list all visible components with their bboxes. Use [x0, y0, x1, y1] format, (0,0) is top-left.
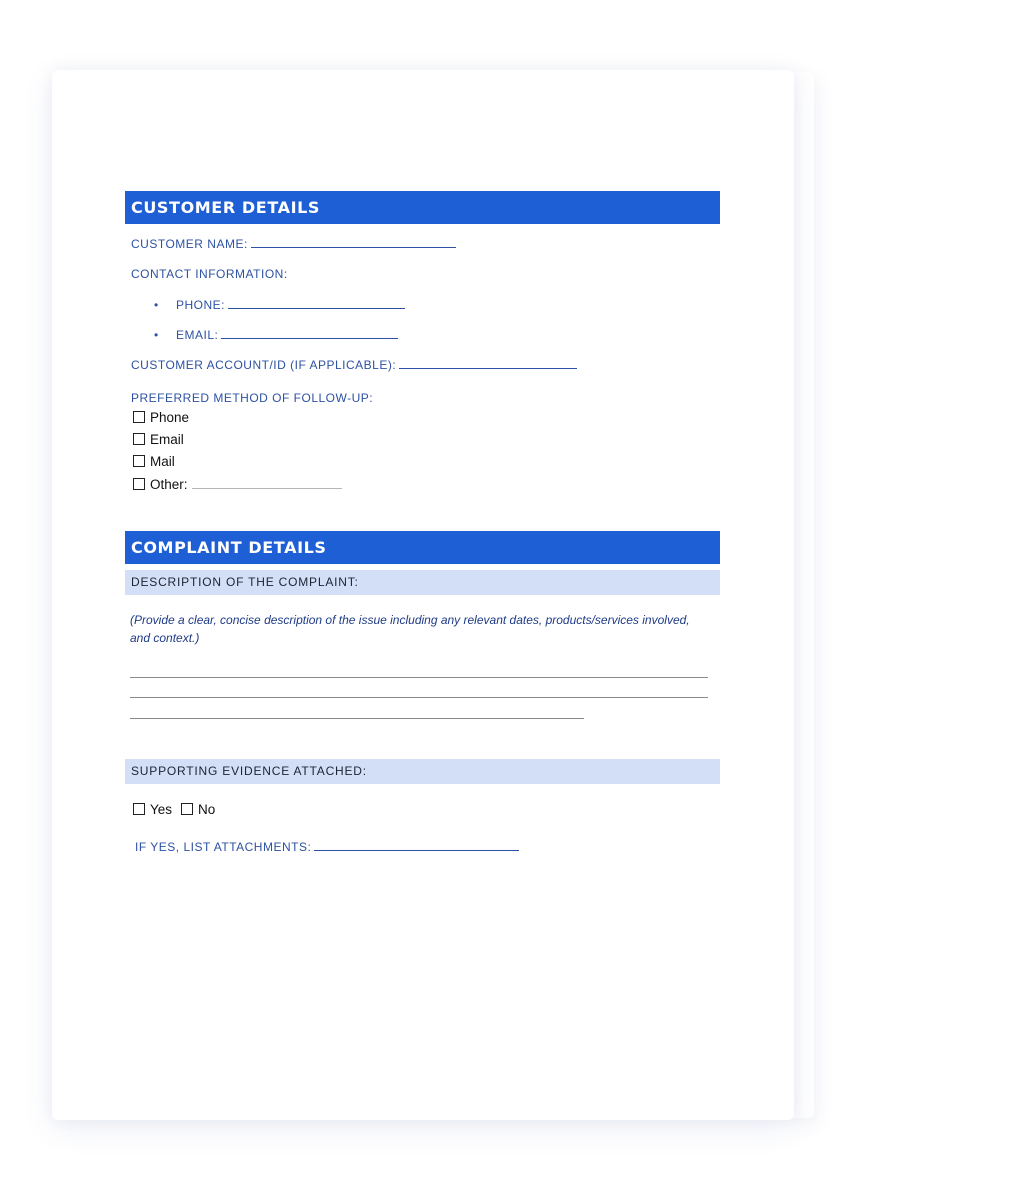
customer-details-heading: CUSTOMER DETAILS	[125, 191, 720, 224]
attachments-field[interactable]	[135, 840, 519, 854]
phone-field[interactable]	[176, 298, 405, 312]
followup-option-label: Email	[150, 432, 184, 447]
document-page	[52, 70, 794, 1120]
followup-label: PREFERRED METHOD OF FOLLOW-UP:	[131, 391, 374, 405]
customer-name-blank[interactable]	[251, 239, 456, 248]
email-blank[interactable]	[221, 330, 398, 339]
contact-information-label: CONTACT INFORMATION:	[131, 267, 288, 281]
empty-checkbox-icon[interactable]	[133, 478, 145, 490]
complaint-details-heading: COMPLAINT DETAILS	[125, 531, 720, 564]
empty-checkbox-icon[interactable]	[181, 803, 193, 815]
bullet-icon: •	[154, 328, 159, 342]
evidence-yes-option[interactable]	[133, 802, 172, 817]
attachments-blank[interactable]	[314, 842, 519, 851]
customer-account-label: CUSTOMER ACCOUNT/ID (IF APPLICABLE):	[131, 358, 397, 372]
evidence-no-option[interactable]	[181, 802, 215, 817]
empty-checkbox-icon[interactable]	[133, 803, 145, 815]
other-blank[interactable]	[192, 478, 342, 489]
customer-name-label: CUSTOMER NAME:	[131, 237, 248, 251]
customer-account-field[interactable]	[131, 358, 577, 372]
evidence-subheading: SUPPORTING EVIDENCE ATTACHED:	[125, 759, 720, 784]
customer-account-blank[interactable]	[399, 360, 577, 369]
email-label: EMAIL:	[176, 328, 219, 342]
phone-blank[interactable]	[228, 300, 405, 309]
followup-option-label: Other:	[150, 477, 188, 492]
evidence-no-label: No	[198, 802, 216, 817]
followup-option-phone[interactable]	[133, 410, 189, 425]
empty-checkbox-icon[interactable]	[133, 455, 145, 467]
empty-checkbox-icon[interactable]	[133, 411, 145, 423]
description-line[interactable]	[130, 677, 708, 678]
description-subheading: DESCRIPTION OF THE COMPLAINT:	[125, 570, 720, 595]
followup-option-label: Phone	[150, 410, 190, 425]
description-hint: (Provide a clear, concise description of the issue including any relevant dates, products/services involved, and context.)	[130, 613, 690, 645]
description-line[interactable]	[130, 718, 584, 719]
phone-label: PHONE:	[176, 298, 226, 312]
description-line[interactable]	[130, 697, 708, 698]
followup-option-label: Mail	[150, 454, 175, 469]
empty-checkbox-icon[interactable]	[133, 433, 145, 445]
attachments-label: IF YES, LIST ATTACHMENTS:	[135, 840, 312, 854]
customer-name-field[interactable]	[131, 237, 456, 251]
evidence-yes-label: Yes	[150, 802, 173, 817]
bullet-icon: •	[154, 298, 159, 312]
followup-option-mail[interactable]	[133, 454, 175, 469]
followup-option-other[interactable]	[133, 477, 342, 492]
followup-option-email[interactable]	[133, 432, 184, 447]
email-field[interactable]	[176, 328, 398, 342]
